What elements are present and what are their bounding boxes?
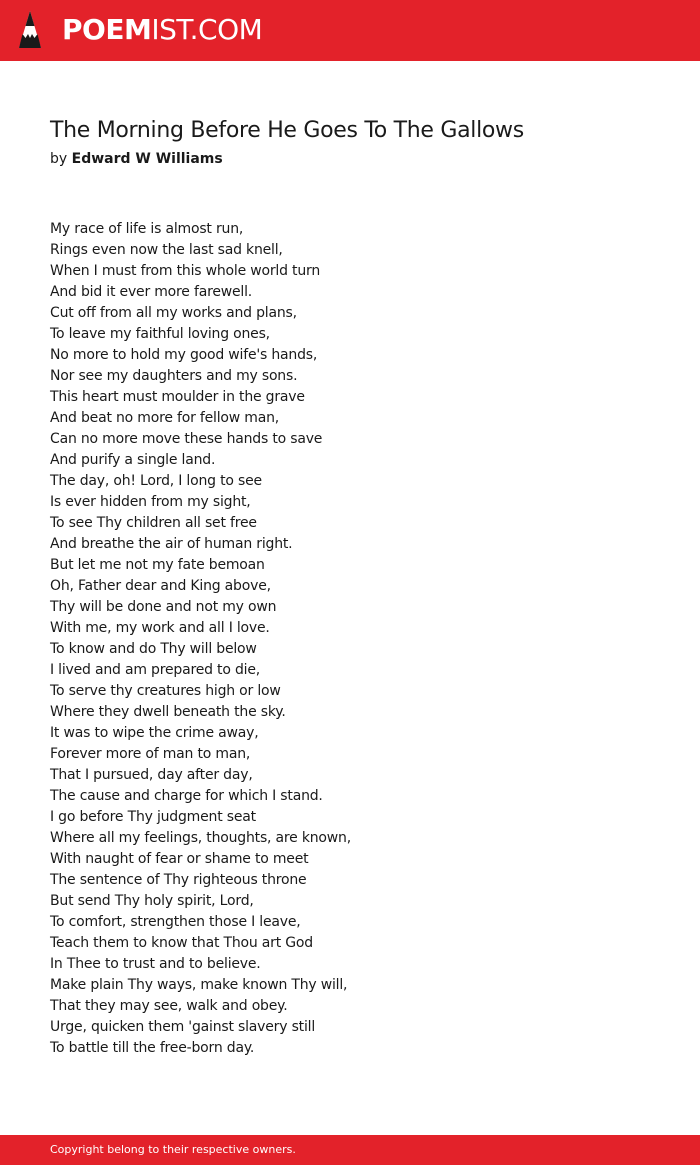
poem-title: The Morning Before He Goes To The Gallows: [50, 118, 524, 143]
poem-line: Rings even now the last sad knell,: [50, 242, 283, 258]
poem-line: Where they dwell beneath the sky.: [50, 704, 286, 720]
poem-line: Urge, quicken them 'gainst slavery still: [50, 1019, 316, 1035]
poem-line: And beat no more for fellow man,: [50, 410, 280, 426]
poem-line: I go before Thy judgment seat: [50, 809, 256, 825]
poem-line: My race of life is almost run,: [50, 221, 244, 237]
poem-line: In Thee to trust and to believe.: [50, 956, 261, 972]
poem-line: And purify a single land.: [50, 452, 216, 468]
poem-line: I lived and am prepared to die,: [50, 662, 261, 678]
poem-line: Where all my feelings, thoughts, are known,: [50, 830, 351, 846]
poem-line: Thy will be done and not my own: [50, 599, 277, 615]
poem-line: Nor see my daughters and my sons.: [50, 368, 298, 384]
site-footer: [0, 1135, 700, 1165]
poem-line: To know and do Thy will below: [50, 641, 257, 657]
poem-line: When I must from this whole world turn: [50, 263, 320, 279]
poem-line: And breathe the air of human right.: [50, 536, 293, 552]
poem-line: Can no more move these hands to save: [50, 431, 323, 447]
poem-line: Teach them to know that Thou art God: [50, 935, 313, 951]
poem-line: With naught of fear or shame to meet: [50, 851, 309, 867]
poem-line: Make plain Thy ways, make known Thy will,: [50, 977, 348, 993]
poem-line: To see Thy children all set free: [50, 515, 257, 531]
poem-line: To comfort, strengthen those I leave,: [50, 914, 301, 930]
poem-line: Forever more of man to man,: [50, 746, 251, 762]
copyright-text: Copyright belong to their respective owners.: [50, 1143, 296, 1156]
poem-line: With me, my work and all I love.: [50, 620, 270, 636]
poem-line: It was to wipe the crime away,: [50, 725, 259, 741]
poem-line: That they may see, walk and obey.: [50, 998, 288, 1014]
poem-line: To serve thy creatures high or low: [50, 683, 281, 699]
poem-line: To leave my faithful loving ones,: [50, 326, 270, 342]
poem-line: But send Thy holy spirit, Lord,: [50, 893, 254, 909]
poem-line: No more to hold my good wife's hands,: [50, 347, 318, 363]
site-header: [0, 0, 700, 61]
poem-line: But let me not my fate bemoan: [50, 557, 265, 573]
poem-line: The sentence of Thy righteous throne: [50, 872, 307, 888]
poem-line: To battle till the free-born day.: [50, 1040, 255, 1056]
poem-line: Cut off from all my works and plans,: [50, 305, 297, 321]
poem-line: This heart must moulder in the grave: [50, 389, 305, 405]
byline: [50, 149, 223, 169]
logo-light-text: IST.COM: [151, 13, 263, 46]
poem-line: The day, oh! Lord, I long to see: [50, 473, 262, 489]
poem-body: [50, 219, 351, 1059]
poem-line: That I pursued, day after day,: [50, 767, 253, 783]
logo-bold-text: POEM: [62, 13, 152, 46]
by-label: by: [50, 151, 68, 167]
pencil-tip-icon[interactable]: [18, 10, 42, 50]
author-name: Edward W Williams: [71, 151, 223, 167]
poem-line: Is ever hidden from my sight,: [50, 494, 251, 510]
poem-line: Oh, Father dear and King above,: [50, 578, 271, 594]
site-logo[interactable]: [62, 11, 262, 49]
poem-line: The cause and charge for which I stand.: [50, 788, 323, 804]
poem-line: And bid it ever more farewell.: [50, 284, 253, 300]
